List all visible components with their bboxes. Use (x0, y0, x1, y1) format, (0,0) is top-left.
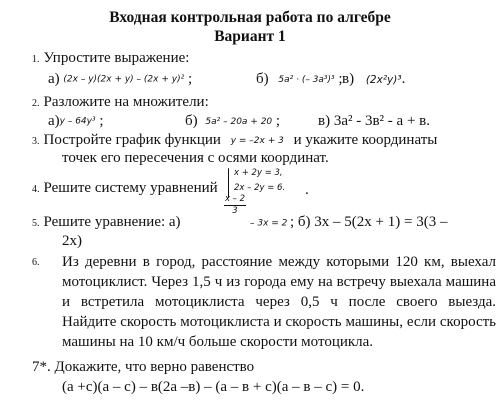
item-label: в) (342, 71, 355, 87)
task-2-c: в) 3a² - 3в² - а + в. (318, 113, 431, 129)
document-title: Входная контрольная работа по алгебре (109, 9, 391, 26)
task-5-heading (32, 214, 181, 231)
task-3-line2: точек его пересечения с осями координат. (62, 150, 329, 166)
task-number: 6. (32, 257, 40, 268)
task-7-equality: (а +с)(а – с) – в(2а –в) – (а – в + с)(а – в – с) = 0. (62, 379, 365, 395)
formula: – 3x = 2 (250, 218, 288, 229)
task-4-heading (32, 180, 218, 197)
task-2-b: б) 5a² – 20a + 20 ; (185, 113, 281, 129)
task-text: Упростите выражение: (43, 50, 190, 66)
item-label: а) (48, 71, 60, 87)
task-number: 1. (32, 54, 40, 65)
task-text: Разложите на множители: (43, 94, 209, 110)
task-text: Решите систему уравнений (43, 180, 218, 196)
formula: 5a² – 20a + 20 (205, 116, 273, 127)
fraction (224, 194, 246, 217)
variant-title: Вариант 1 (214, 28, 286, 45)
task-7-heading: 7*. Докажите, что верно равенство (32, 359, 255, 375)
task-5-b: ; б) 3х – 5(2х + 1) = 3(3 – (290, 214, 448, 230)
task-text: Решите уравнение: а) (43, 214, 181, 230)
task-number: 3. (32, 136, 40, 147)
formula: y = –2x + 3 (230, 135, 284, 146)
task-5-a-rest (250, 215, 287, 232)
equation-1: x + 2y = 3, (234, 168, 283, 178)
formula: (2x²y)³ (365, 73, 402, 86)
formula: 5a² · (– 3a³)³ (278, 74, 335, 85)
task-1-c: в) (2x²y)³. (342, 71, 406, 87)
task-1-b: б) 5a² · (– 3a³)³ ; (256, 71, 343, 87)
task-5-line2: 2х) (62, 233, 82, 249)
item-label: б) (185, 113, 198, 129)
equation-2: 2x – 2y = 6. (234, 183, 286, 193)
fraction-numerator: x – 2 (224, 194, 246, 204)
fraction-denominator: 3 (232, 206, 238, 216)
task-6 (32, 252, 496, 352)
task-2-a: а)y – 64y³ ; (48, 113, 104, 129)
formula: y – 64y³ (59, 116, 96, 127)
task-text: Из деревни в город, расстояние между которыми 120 км, выехал мотоциклист. Через 1,5 ч из города ему на встречу выехала машина и встретила мотоциклиста через 0,5 ч после своего выезда. Найдите скорость мотоциклиста и скорость машины, если скорость машины на 10 км/ч больше скорости мотоцикла. (62, 254, 496, 350)
item-label: а) (48, 113, 60, 129)
task-3-heading: 3. Постройте график функции y = –2x + 3 и укажите координаты (32, 132, 438, 148)
task-number: 2. (32, 98, 40, 109)
task-1-heading (32, 50, 189, 67)
formula: (2x – y)(2x + y) – (2x + y)² (63, 74, 185, 85)
item-label: б) (256, 71, 269, 87)
task-number: 4. (32, 184, 40, 195)
task-2-heading (32, 94, 209, 111)
task-number: 5. (32, 218, 40, 229)
task-1-a: а) (2x – y)(2x + y) – (2x + y)² ; (48, 71, 193, 87)
